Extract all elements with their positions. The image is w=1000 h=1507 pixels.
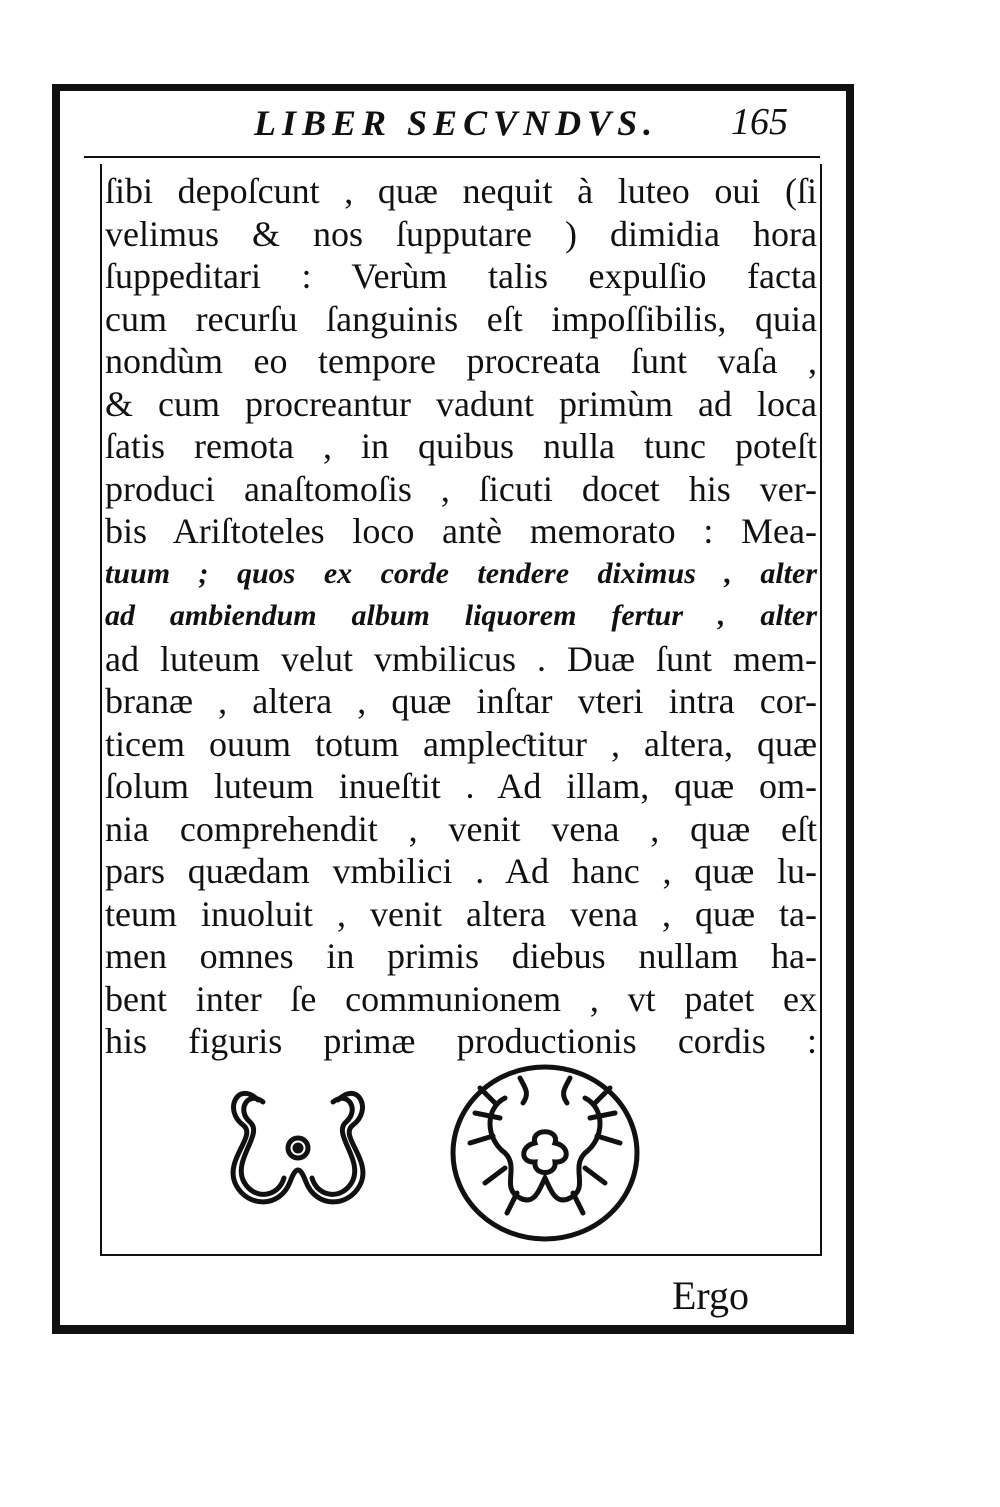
page-number: 165 (731, 101, 788, 143)
heart-figure-early (218, 1070, 378, 1220)
text-line: bis Ariſtoteles loco antè memorato : Mea- (105, 511, 817, 551)
running-head (84, 100, 820, 152)
text-line: cum recurſu ſanguinis eſt impoſſibilis, quia (105, 298, 817, 339)
text-line: ad luteum velut vmbilicus . Duæ ſunt mem- (105, 638, 817, 679)
text-line: branæ , altera , quæ inſtar vteri intra cor- (105, 681, 817, 721)
text-line: teum inuoluit , venit altera vena , quæ ta- (105, 893, 817, 934)
text-line: ſolum luteum inueſtit . Ad illam, quæ om- (105, 766, 817, 806)
text-line: men omnes in primis diebus nullam ha- (105, 936, 817, 976)
catchword: Ergo (672, 1273, 750, 1318)
text-line: ſatis remota , in quibus nulla tunc poteſt (105, 426, 817, 466)
header-rule (84, 156, 820, 158)
text-line: bent inter ſe communionem , vt patet ex (105, 978, 817, 1019)
text-line: ſibi depoſcunt , quæ nequit à luteo oui (ſi (105, 171, 817, 211)
text-line: produci anaſtomoſis , ſicuti docet his ver- (105, 468, 817, 509)
text-line: nondùm eo tempore procreata ſunt vaſa , (105, 341, 817, 381)
text-line: nia comprehendit , venit vena , quæ eſt (105, 808, 817, 849)
text-line: & cum procreantur vadunt primùm ad loca (105, 383, 817, 424)
text-line: ſuppeditari : Verùm talis expulſio facta (105, 256, 817, 296)
heart-figure-circle (445, 1058, 645, 1248)
text-body (105, 170, 817, 1063)
text-line: velimus & nos ſupputare ) dimidia hora (105, 213, 817, 254)
running-title: LIBER SECVNDVS. (254, 103, 659, 143)
text-line: pars quædam vmbilici . Ad hanc , quæ lu- (105, 851, 817, 891)
text-line: tuum ; quos ex corde tendere diximus , alter (105, 556, 817, 590)
text-line: ad ambiendum album liquorem fertur , alter (105, 599, 817, 632)
text-line: his figuris primæ productionis cordis : (105, 1021, 817, 1061)
text-line: ticem ouum totum ampleƈtitur , altera, quæ (105, 723, 817, 764)
